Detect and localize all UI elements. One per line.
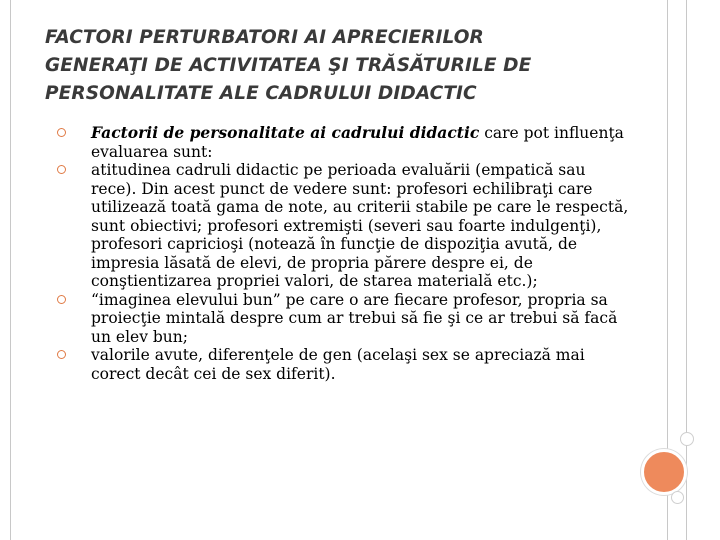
small-circle-decoration-icon [680, 432, 694, 446]
orange-circle-decoration-icon [641, 449, 687, 495]
circle-bullet-icon [57, 128, 66, 137]
bullet-item [57, 124, 632, 161]
bullet-item [57, 346, 632, 383]
frame-line-left [10, 0, 11, 540]
bullet-list [57, 124, 632, 383]
bullet-body: “imaginea elevului bun” pe care o are fiecare profesor, propria sa proiecţie mintală despre cum ar trebui să fie şi ce ar trebui să facă un elev bun; [91, 290, 618, 346]
bullet-body: care pot influenţa evaluarea sunt: [91, 124, 624, 161]
bullet-item [57, 161, 632, 291]
circle-bullet-icon [57, 295, 66, 304]
bullet-emphasis: Factorii de personalitate ai cadrului didactic [91, 123, 480, 142]
circle-bullet-icon [57, 350, 66, 359]
title-line: GENERAŢI DE ACTIVITATEA ŞI TRĂSĂTURILE DE [45, 55, 532, 76]
title-line: PERSONALITATE ALE CADRULUI DIDACTIC [45, 83, 477, 104]
decorative-vertical-line [686, 0, 687, 540]
bullet-body: atitudinea cadruli didactic pe perioada evaluării (empatică sau rece). Din acest punct de vedere sunt: profesori echilibraţi care utilizează toată gama de note, au criterii stabile pe care le respectă, sunt obiectivi; profesori extremişti (severi sau foarte indulgenţi), profesori capricioşi (notează în funcţie de dispoziţia avută, de impresia lăsată de elevi, de propria părere despre ei, de conştientizarea propriei valori, de starea materială etc.); [91, 161, 629, 290]
circle-bullet-icon [57, 165, 66, 174]
title-line: FACTORI PERTURBATORI AI APRECIERILOR [45, 27, 484, 48]
bullet-body: valorile avute, diferenţele de gen (acelaşi sex se apreciază mai corect decât cei de sex diferit). [91, 346, 585, 383]
bullet-text [91, 124, 624, 161]
slide-title [45, 24, 645, 108]
bullet-item [57, 291, 632, 347]
small-circle-decoration-icon [671, 491, 684, 504]
